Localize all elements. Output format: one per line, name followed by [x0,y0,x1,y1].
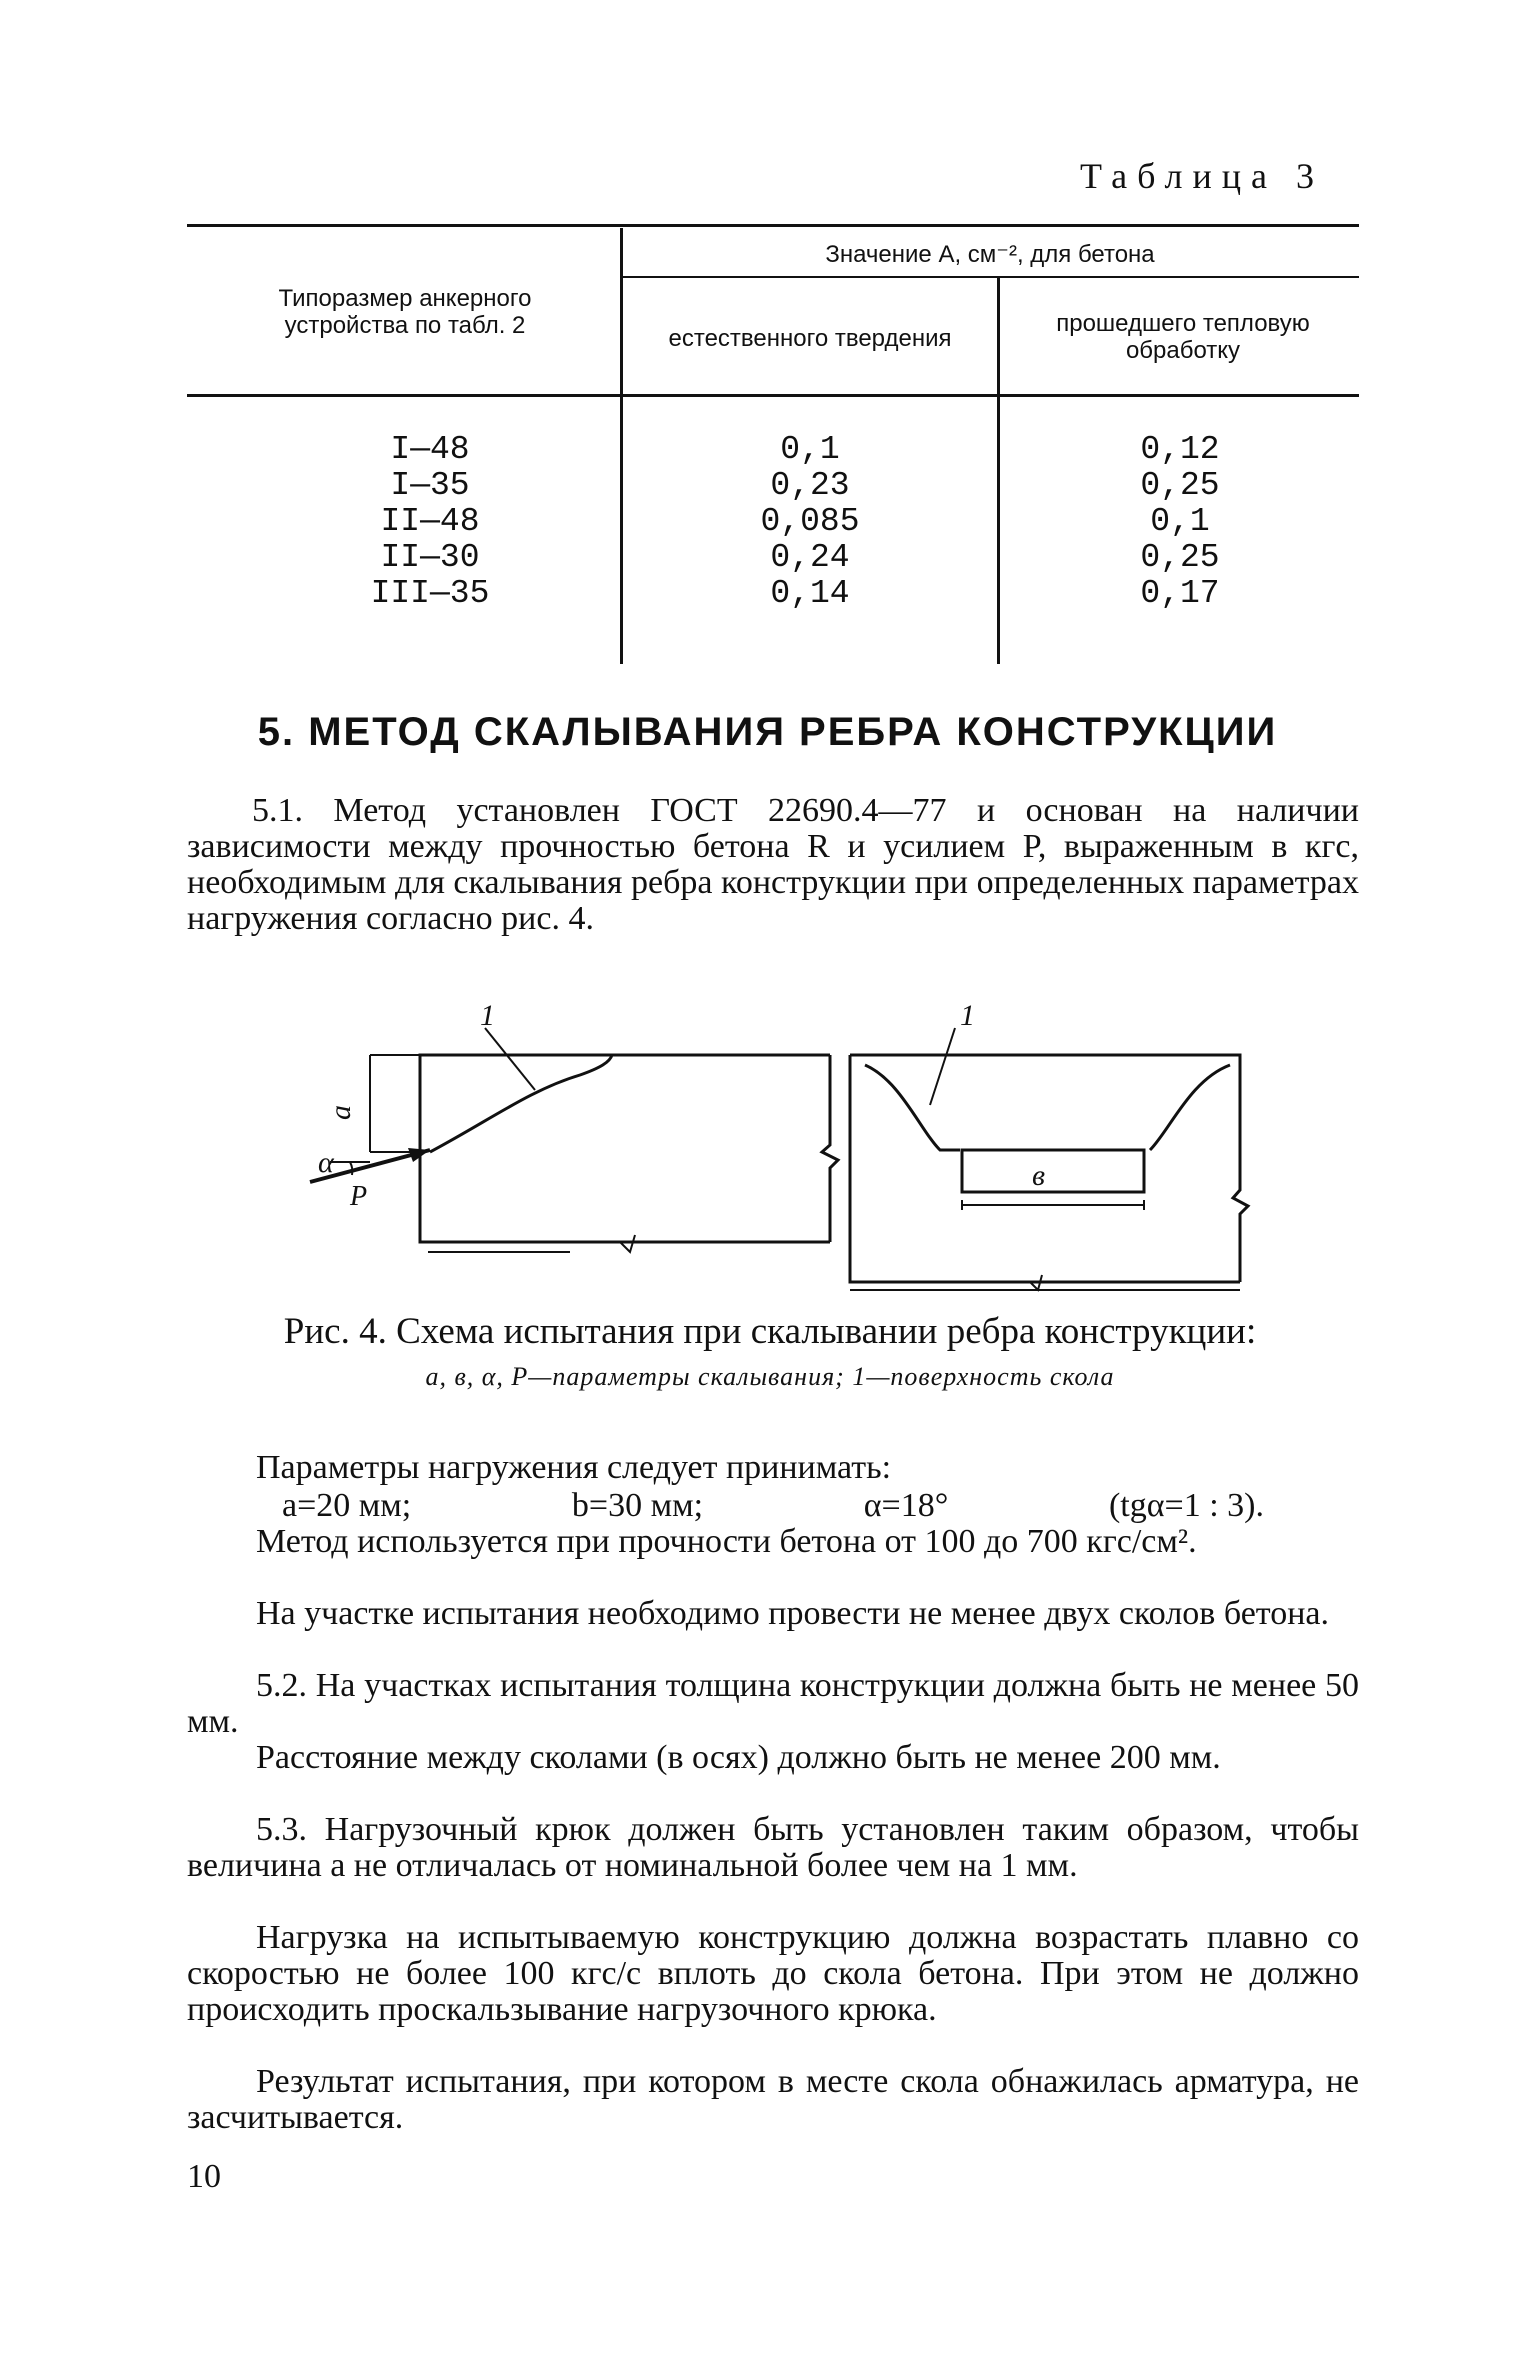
contact-plate [962,1150,1144,1192]
header-heat: прошедшего тепловую обработку [1056,310,1310,364]
table-col-natural: 0,1 0,23 0,085 0,24 0,14 [760,431,860,612]
left-chip-surface [430,1055,612,1152]
right-chip-right [1150,1065,1230,1150]
paragraph-spacing: Расстояние между сколами (в осях) должно быть не менее 200 мм. [256,1739,1221,1776]
right-leader-1 [930,1028,955,1105]
fig-label-1-left: 1 [480,999,495,1032]
paragraph-result: Результат испытания, при котором в месте скола обнажилась арматура, не засчитывается. [187,2063,1359,2136]
fig-label-1-right: 1 [960,999,975,1032]
header-size: Типоразмер анкерного устройства по табл. 2 [278,285,532,339]
table-col-sizes: I—48 I—35 II—48 II—30 III—35 [370,431,490,612]
fig-label-alpha: α [318,1146,334,1179]
param-alpha: α=18° [863,1487,949,1524]
left-leader-1 [485,1028,535,1090]
fig-label-b: в [1032,1159,1046,1192]
table-title: Таблица 3 [1080,156,1324,196]
paragraph-5-3: 5.3. Нагрузочный крюк должен быть установлен таким образом, чтобы величина a не отличалась от номинальной более чем на 1 мм. [187,1811,1359,1884]
params-intro: Параметры нагружения следует принимать: [256,1449,892,1486]
left-block-break [822,1055,838,1242]
fig-label-a: a [324,1105,357,1120]
figure-caption: Рис. 4. Схема испытания при скалывании ребра конструкции: [283,1311,1257,1352]
table-col-heat: 0,12 0,25 0,1 0,25 0,17 [1140,431,1220,612]
paragraph-range: Метод используется при прочности бетона от 100 до 700 кгс/см². [256,1523,1197,1560]
header-group: Значение A, см⁻², для бетона [825,241,1155,268]
table-top-rule [187,224,1359,227]
param-tg: (tgα=1 : 3). [1108,1487,1264,1524]
paragraph-chips: На участке испытания необходимо провести не менее двух сколов бетона. [256,1595,1329,1632]
fig-label-p: P [350,1181,368,1212]
header-natural: естественного твердения [668,325,952,352]
left-block-outline [420,1055,830,1242]
table-col-divider-1 [620,228,623,664]
right-chip-left [865,1065,960,1150]
page-number: 10 [187,2158,221,2195]
table-header-rule [187,394,1359,397]
param-a: a=20 мм; [282,1487,412,1524]
figure-caption-legend: a, в, α, P—параметры скалывания; 1—поверхность скола [425,1362,1115,1391]
table-group-rule [622,276,1359,278]
param-b: b=30 мм; [571,1487,704,1524]
paragraph-5-2: 5.2. На участках испытания толщина конструкции должна быть не менее 50 мм. [187,1667,1359,1740]
table-col-divider-2 [997,278,1000,664]
paragraph-loading: Нагрузка на испытываемую конструкцию должна возрастать плавно со скоростью не более 100 кгс/с вплоть до скола бетона. При этом не должно происходить проскальзывание нагрузочного крюка. [187,1919,1359,2028]
params-line [282,1488,1359,1524]
section-title: 5. МЕТОД СКАЛЫВАНИЯ РЕБРА КОНСТРУКЦИИ [257,710,1278,754]
figure-4-diagram [290,990,1260,1300]
paragraph-5-1: 5.1. Метод установлен ГОСТ 22690.4—77 и основан на наличии зависимости между прочностью бетона R и усилием P, выраженным в кгс, необходимым для скалывания ребра конструкции при определенных параметрах нагружения согласно рис. 4. [187,792,1359,937]
